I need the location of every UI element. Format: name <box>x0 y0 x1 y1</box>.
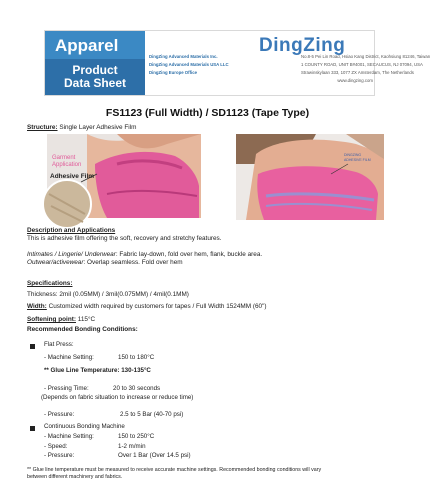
garment-label-line1: Garment <box>52 155 76 161</box>
company-name-2: DingZing Advanced Materials USA LLC <box>149 62 229 67</box>
bullet-icon <box>30 426 35 431</box>
structure-label: Structure: <box>27 124 58 131</box>
brand-bottom-line1: Product <box>72 63 118 77</box>
brand-top: Apparel <box>45 31 145 59</box>
description-line2 <box>27 251 262 259</box>
continuous-title: Continuous Bonding Machine <box>44 423 125 430</box>
brand-block <box>45 31 145 95</box>
header-banner <box>44 30 430 96</box>
cont-machine-label: - Machine Setting: <box>44 433 94 440</box>
company-names <box>149 53 301 77</box>
width-label: Width: <box>27 303 47 310</box>
intimates-text: : Fabric lay-down, fold over hem, flank, buckle area. <box>115 251 263 258</box>
website: www.dingzing.com <box>337 78 373 83</box>
adhesive-film-right-label: ADHESIVE FILM <box>344 158 371 162</box>
company-logo: DingZing <box>259 35 346 56</box>
footnote-line2: between different machinery and fabrics. <box>27 474 123 480</box>
softening-value: 115°C <box>75 316 96 323</box>
description-line1: This is adhesive film offering the soft, recovery and stretchy features. <box>27 235 222 242</box>
specifications-heading: Specifications: <box>27 280 73 287</box>
footnote-line1: ** Glue line temperature must be measured to receive accurate machine settings. Recommended bonding conditions will vary <box>27 467 322 473</box>
intimates-label: Intimates / Lingerie/ Underwear <box>27 251 116 258</box>
description-heading: Description and Applications <box>27 227 116 234</box>
garment-application-image <box>47 134 201 218</box>
pressing-time-value: 20 to 30 seconds <box>113 385 161 392</box>
adhesive-film-label: Adhesive Film <box>50 173 95 180</box>
cont-machine-value: 150 to 250°C <box>118 433 155 440</box>
address-3: Strawinskylaan 333, 1077 ZX Amsterdam, The Netherlands <box>301 70 414 75</box>
width-line <box>27 303 266 311</box>
product-title: FS1123 (Full Width) / SD1123 (Tape Type) <box>105 107 310 119</box>
width-value: Customized width required by customers for tapes / Full Width 1524MM (60") <box>46 303 267 310</box>
pressing-time-label: - Pressing Time: <box>44 385 89 392</box>
cont-pressure-value: Over 1 Bar (Over 14.5 psi) <box>118 452 191 459</box>
speed-value: 1-2 m/min <box>118 443 146 450</box>
description-line3 <box>27 259 183 267</box>
cont-pressure-label: - Pressure: <box>44 452 75 459</box>
speed-label: - Speed: <box>44 443 68 450</box>
address-2: 1 COUNTY ROAD, UNIT B#4001, SECAUCUS, NJ 07094, USA <box>301 62 423 67</box>
flat-press-title: Flat Press: <box>44 341 74 348</box>
structure-value: Single Layer Adhesive Film <box>57 124 137 131</box>
structure-line <box>27 124 136 131</box>
outwear-label: Outwear/activewear <box>27 259 84 266</box>
softening-label: Softening point: <box>27 316 76 323</box>
glue-line-temp: ** Glue Line Temperature: 130-135°C <box>44 367 151 374</box>
bullet-icon <box>30 344 35 349</box>
adhesive-film-bra-image <box>236 134 384 220</box>
flat-machine-value: 150 to 180°C <box>118 354 155 361</box>
brand-bottom-line2: Data Sheet <box>63 76 127 90</box>
thickness-line: Thickness: 2mil (0.05MM) / 3mil(0.075MM) / 4mil(0.1MM) <box>27 291 189 298</box>
softening-line <box>27 316 95 324</box>
flat-machine-label: - Machine Setting: <box>44 354 94 361</box>
company-name-3: DingZing Europe Office <box>149 70 197 75</box>
flat-pressure-value: 2.5 to 5 Bar (40-70 psi) <box>120 411 184 418</box>
company-addresses <box>301 53 430 85</box>
address-1: No.8-5 Pei Lin Road, Hsiao Kang District, Kaohsiung 81246, Taiwan <box>301 54 430 59</box>
bonding-heading: Recommended Bonding Conditions: <box>27 326 138 333</box>
flat-pressure-label: - Pressure: <box>44 411 75 418</box>
dingzing-label: DINGZING <box>344 153 362 157</box>
outwear-text: : Overlap seamless. Fold over hem <box>83 259 183 266</box>
pressing-time-note: (Depends on fabric situation to increase or reduce time) <box>41 394 194 401</box>
garment-label-line2: Application <box>52 162 82 168</box>
brand-bottom <box>45 59 145 95</box>
company-name-1: DingZing Advanced Materials Inc. <box>149 54 218 59</box>
